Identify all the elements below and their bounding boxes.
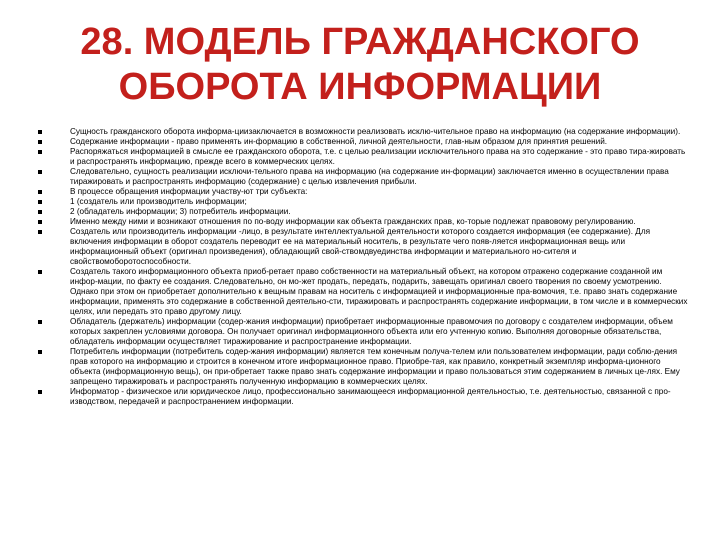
bullet-item: Именно между ними и возникают отношения по по-воду информации как объекта гражданских прав, ко-торые подлежат правовому регулированию. xyxy=(38,217,688,227)
bullet-item: Сущность гражданского оборота информа-циизаключается в возможности реализовать исклю-чительное право на информацию (на содержание информации). xyxy=(38,127,688,137)
slide-title: 28. МОДЕЛЬ ГРАЖДАНСКОГО ОБОРОТА ИНФОРМАЦИИ xyxy=(80,21,640,108)
bullet-item: Создатель такого информационного объекта приоб-ретает право собственности на материальный объект, на котором отражено содержание созданной им инфор-мации, по факту ее создания. Следовательно, он мо-жет продать, передать, подарить, завещать оригинал своего творения по своему усмотрению. Однако при этом он приобретает дополнительно к вещным правам на носитель с информацией и информационные пра-вомочия, т.е. право знать содержание информации, применять это содержание в собственной деятельно-сти, тиражировать и распространять содержание информации, в том числе и в коммерческих целях, или передать это право другому лицу. xyxy=(38,267,688,317)
bullet-item: Информатор - физическое или юридическое лицо, профессионально занимающееся информационной деятельностью, т.е. деятельностью, связанной с про-изводством, передачей и распространением информации. xyxy=(38,387,688,407)
bullet-item: Обладатель (держатель) информации (содер-жания информации) приобретает информационные правомочия по договору с создателем информации, объем которых закреплен условиями договора. Он получает оригинал информационного объекта или его учтенную копию. Выполняя договорные обязательства, обладатель информации осуществляет тиражирование и распространение информации. xyxy=(38,317,688,347)
bullet-item: Потребитель информации (потребитель содер-жания информации) является тем конечным получа-телем или пользователем информации, ради соблю-дения прав которого на информацию и строится в конечном итоге информационное право. Приобре-тая, как правило, конкретный экземпляр информа-ционного объекта (информационную вещь), он при-обретает также право знать содержание информации и право пользоваться этим содержанием в личных це-лях. Ему запрещено тиражировать и распространять полученную информацию в коммерческих целях. xyxy=(38,347,688,387)
bullet-item: 2 (обладатель информации; 3) потребитель информации. xyxy=(38,207,688,217)
bullet-item: Содержание информации - право применять ин-формацию в собственной, личной деятельности, глав-ным образом для принятия решений. xyxy=(38,137,688,147)
bullet-item: В процессе обращения информации участву-ют три субъекта: xyxy=(38,187,688,197)
bullet-item: 1 (создатель или производитель информации; xyxy=(38,197,688,207)
bullet-item: Следовательно, сущность реализации исключи-тельного права на информацию (на содержание ин-формации) заключается именно в осуществлении права тиражировать и распространять информацию (содержание) с целью извлечения прибыли. xyxy=(38,167,688,187)
bullet-item: Создатель или производитель информации -лицо, в результате интеллектуальной деятельности которого создается информация (ее содержание). Для включения информации в оборот создатель переводит ее на материальный носитель, в результате чего появ-ляется информационная вещь или информационный объект (оригинал произведения), обладающий свой-ствомдвуединства информации и материального но-сителя и свойствомоборотоспособности. xyxy=(38,227,688,267)
bullet-item: Распоряжаться информацией в смысле ее гражданского оборота, т.е. с целью реализации исключительного права на это содержание - это право тира-жировать и распространять информацию, прежде всего в коммерческих целях. xyxy=(38,147,688,167)
bullet-list xyxy=(38,127,688,407)
